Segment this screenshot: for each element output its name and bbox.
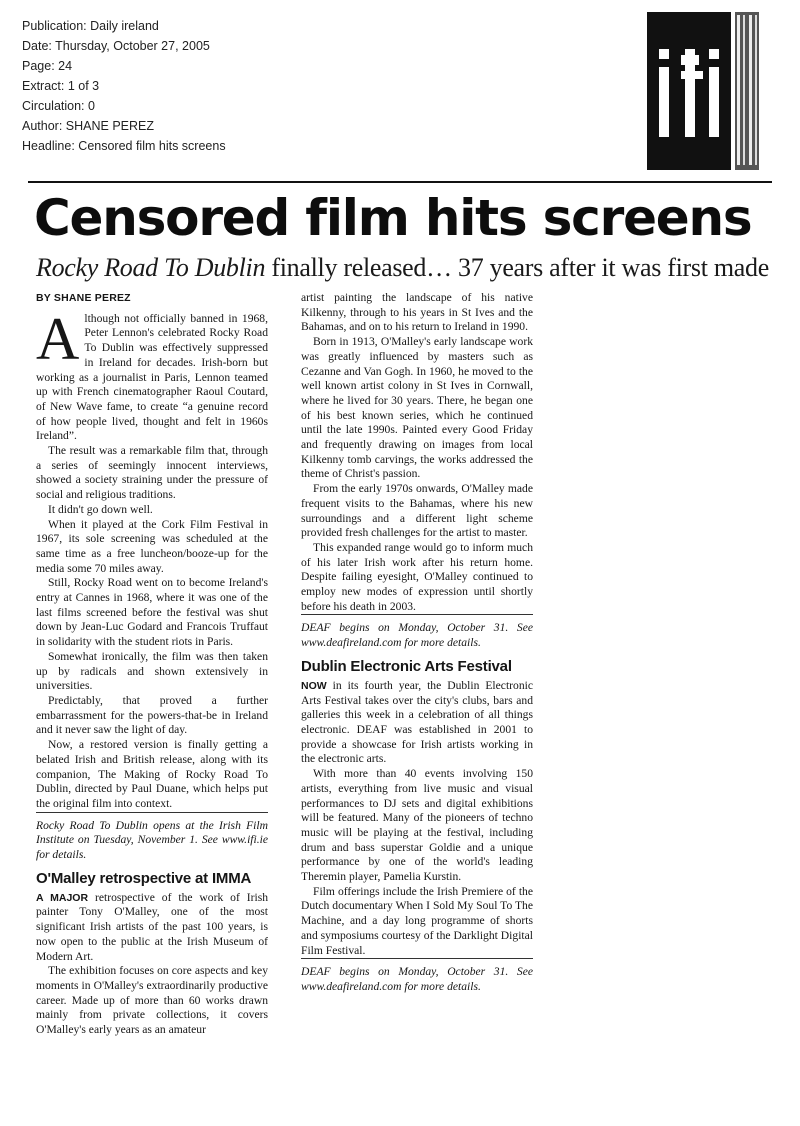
header-rule xyxy=(28,181,772,183)
paragraph: This expanded range would go to inform much of his later Irish work after his return home. Despite failing eyesight, O'Malley continued to employ new modes of expression until shortly before his death in 2003. xyxy=(301,540,533,613)
clipping-metadata xyxy=(22,16,226,156)
meta-circulation: Circulation: 0 xyxy=(22,99,95,113)
paragraph: Predictably, that proved a further embarrassment for the powers-that-be in Ireland and it never saw the light of day. xyxy=(36,693,268,737)
paragraph: The exhibition focuses on core aspects and key moments in O'Malley's extraordinarily productive career. Made up of more than 60 works drawn mainly from private collections, it covers O'Malley's early years as an amateur xyxy=(36,964,268,1037)
paragraph: The result was a remarkable film that, through a series of seemingly innocent interviews, showed a society straining under the pressure of social and religious traditions. xyxy=(36,444,268,502)
paragraph: When it played at the Cork Film Festival in 1967, its sole screening was scheduled at the same time as a free luncheon/booze-up for the media some 70 miles away. xyxy=(36,517,268,575)
paragraph: Somewhat ironically, the film was then taken up by radicals and shown extensively in universities. xyxy=(36,649,268,693)
meta-publication: Publication: Daily ireland xyxy=(22,19,159,33)
paragraph: Although not officially banned in 1968, Peter Lennon's celebrated Rocky Road To Dublin was effectively suppressed in Ireland for decades. Irish-born but working as a journalist in Paris, Lennon teamed up with French cinematographer Raoul Coutard, of New Wave fame, to create “a genuine record of how people lived, thought and felt in 1960s Ireland”. xyxy=(36,305,268,443)
subhead-text: finally released… 37 years after it was first made xyxy=(265,253,769,282)
paragraph: NOW in its fourth year, the Dublin Electronic Arts Festival takes over the city's clubs, bars and galleries this week in a celebration of all things electronic. DEAF was established in 2001 to provide a showcase for Irish artists working in the electronic arts. xyxy=(301,678,533,766)
subhead-film-title: Rocky Road To Dublin xyxy=(36,253,266,282)
paragraph: With more than 40 events involving 150 artists, everything from live music and visual performances to DJ sets and digital exhibitions will be featured. Many of the pioneers of techno music will be playing at the festival, including drum and bass superstar Goldie and a unique performance by one of the world's leading Theremin player, Pamelia Kurstin. xyxy=(301,767,533,884)
ifi-logo xyxy=(641,9,761,177)
meta-author: Author: SHANE PEREZ xyxy=(22,119,154,133)
paragraph: Film offerings include the Irish Premiere of the Dutch documentary When I Sold My Soul To The Machine, and a day long programme of shorts and symposiums courtesy of the Darklight Digital Film Festival. xyxy=(301,884,533,957)
paragraph: artist painting the landscape of his native Kilkenny, through to his years in St Ives and the Bahamas, and on to his return to Ireland in 1990. xyxy=(301,291,533,334)
screening-note: Rocky Road To Dublin opens at the Irish Film Institute on Tuesday, November 1. See www.ifi.ie for details. xyxy=(36,812,268,863)
paragraph: From the early 1970s onwards, O'Malley made frequent visits to the Bahamas, where his new surroundings and a different light scheme provided fresh challenges for the artist to master. xyxy=(301,482,533,540)
article-subhead xyxy=(36,251,776,285)
byline: BY SHANE PEREZ xyxy=(36,292,131,304)
paragraph: Still, Rocky Road went on to become Ireland's entry at Cannes in 1968, where it was one of the last films screened before the festival was shut down by Jean-Luc Godard and Francois Truffaut in solidarity with the student riots in Paris. xyxy=(36,576,268,649)
paragraph: It didn't go down well. xyxy=(48,502,153,516)
exhibition-note: DEAF begins on Monday, October 31. See www.deafireland.com for more details. xyxy=(301,614,533,650)
paragraph: Now, a restored version is finally getting a belated Irish and British release, along with its companion, The Making of Rocky Road To Dublin, directed by Paul Duane, which helps put the original film into context. xyxy=(36,738,268,810)
section-heading-deaf: Dublin Electronic Arts Festival xyxy=(301,657,512,675)
section-heading-omalley: O'Malley retrospective at IMMA xyxy=(36,869,252,887)
festival-note: DEAF begins on Monday, October 31. See www.deafireland.com for more details. xyxy=(301,958,533,994)
article-column-2 xyxy=(301,291,533,995)
meta-date: Date: Thursday, October 27, 2005 xyxy=(22,39,210,53)
article-column-1 xyxy=(36,291,268,1038)
paragraph: A MAJOR retrospective of the work of Irish painter Tony O'Malley, one of the most significant Irish artists of the past 100 years, is now open to the public at the Irish Museum of Modern Art. xyxy=(36,890,269,963)
meta-headline: Headline: Censored film hits screens xyxy=(22,139,226,153)
meta-extract: Extract: 1 of 3 xyxy=(22,79,100,93)
paragraph: Born in 1913, O'Malley's early landscape work was greatly influenced by masters such as Cezanne and Van Gogh. In 1960, he moved to the well known artist colony in St Ives in Cornwall, where he lived for 30 years. There, he began one of his best known series, which he continued until the late 1990s. Painted every Good Friday and frequently drawing on images from local Kilkenny tomb carvings, the works addressed the theme of Christ's passion. xyxy=(301,335,533,481)
article-headline: Censored film hits screens xyxy=(34,189,752,247)
meta-page: Page: 24 xyxy=(22,59,73,73)
drop-cap: A xyxy=(36,305,80,372)
